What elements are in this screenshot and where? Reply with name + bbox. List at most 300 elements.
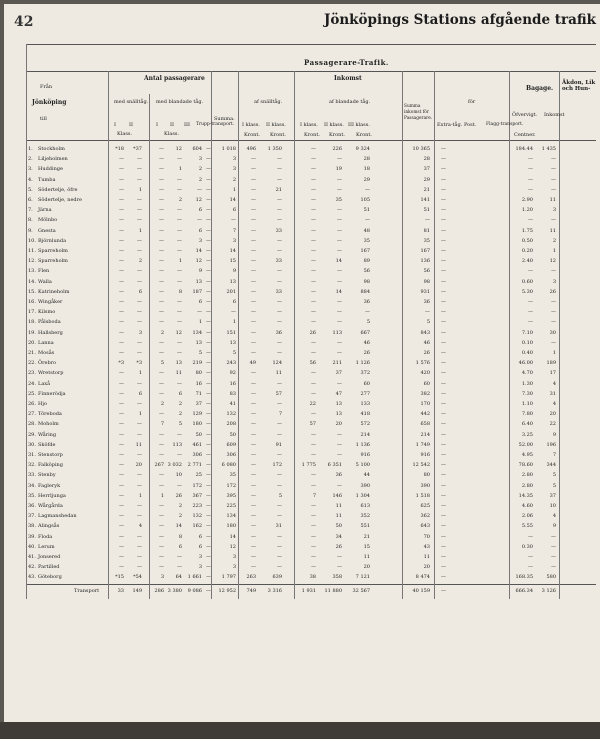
cell-f: —: [206, 197, 211, 203]
cell-b: —: [137, 503, 142, 509]
cell-k: 56: [363, 268, 370, 275]
cell-f: —: [206, 329, 211, 336]
cell-a: —: [119, 513, 124, 520]
cell-d: —: [177, 227, 182, 234]
row-number: 34.: [28, 482, 36, 489]
cell-i: —: [311, 452, 316, 458]
cell-l: 10 365: [412, 146, 430, 152]
cell-e: 6: [198, 207, 202, 214]
table-row: [4, 329, 600, 339]
row-number: 35.: [28, 492, 36, 499]
cell-o: 22: [549, 421, 556, 428]
cell-h: 172: [272, 462, 282, 469]
cell-m: —: [441, 523, 446, 530]
col-bagage-inkomst: Inkomst: [544, 112, 565, 118]
cell-g: —: [251, 370, 256, 377]
cell-j: 6 351: [327, 462, 342, 469]
cell-n: 5.55: [521, 523, 533, 530]
cell-k: 28: [363, 156, 370, 163]
cell-l: 1 576: [415, 360, 430, 367]
station-name: Alingsås: [38, 523, 60, 530]
cell-j: 50: [335, 523, 342, 530]
cell-g: —: [251, 564, 256, 571]
cell-s: 243: [226, 360, 236, 367]
cell-k: 9 324: [355, 146, 370, 152]
col-med-snalltag: med snälltåg.: [114, 99, 149, 105]
cell-l: 46: [423, 339, 430, 346]
cell-b: 3: [138, 329, 142, 336]
cell-a: *18: [115, 146, 124, 152]
cell-f: —: [206, 258, 211, 265]
cell-i: —: [311, 543, 316, 550]
cell-n: —: [528, 319, 533, 326]
cell-c: —: [159, 299, 164, 305]
cell-h: 7: [278, 411, 282, 418]
cell-j: 11: [335, 503, 342, 509]
cell-e: 16: [195, 380, 202, 387]
cell-o: 37: [549, 492, 556, 499]
station-name: Stockholm: [38, 146, 65, 152]
cell-b: 2: [138, 258, 142, 265]
cell-f: —: [206, 309, 211, 316]
cell-o: —: [551, 166, 556, 173]
cell-o: —: [551, 543, 556, 550]
cell-k: 98: [363, 278, 370, 285]
cell-e: 2 771: [187, 462, 202, 469]
cell-k: 884: [360, 288, 370, 295]
cell-a: —: [119, 299, 124, 305]
cell-d: —: [177, 482, 182, 489]
station-name: Hallsberg: [38, 329, 63, 336]
cell-k: 277: [360, 390, 370, 397]
cell-e: 134: [192, 329, 202, 336]
col-med-blandade: med blandade tåg.: [156, 99, 204, 105]
table-row: [4, 431, 600, 441]
cell-d: —: [177, 156, 182, 163]
table-row: [4, 502, 600, 512]
cell-e: 1 661: [187, 574, 202, 581]
cell-s: 3: [232, 564, 236, 571]
cell-b: —: [137, 237, 142, 244]
cell-b: —: [137, 339, 142, 346]
cell-l: 8 474: [415, 574, 430, 581]
cell-g: —: [251, 462, 256, 469]
cell-c: 5: [160, 360, 164, 367]
station-name: Falköping: [38, 462, 63, 469]
cell-g: —: [251, 543, 256, 550]
table-row: [4, 298, 600, 308]
row-number: 33.: [28, 472, 36, 479]
cell-a: —: [119, 248, 124, 254]
cell-d: —: [177, 309, 182, 316]
table-row: [4, 145, 600, 155]
cell-s: 180: [226, 523, 236, 530]
cell-m: —: [441, 360, 446, 367]
cell-k: 390: [360, 482, 370, 489]
cell-b: 1: [138, 411, 142, 418]
cell-a: —: [119, 564, 124, 571]
cell-g: —: [251, 339, 256, 346]
cell-h: —: [277, 503, 282, 509]
cell-o: 196: [546, 441, 556, 448]
cell-a: —: [119, 523, 124, 530]
station-name: Pålsboda: [38, 319, 61, 326]
cell-b: —: [137, 278, 142, 285]
cell-e: 6: [198, 299, 202, 305]
cell-f: —: [206, 268, 211, 275]
cell-m: —: [441, 533, 446, 540]
cell-h: 57: [275, 390, 282, 397]
station-name: Mosås: [38, 350, 55, 356]
cell-g: —: [251, 380, 256, 387]
cell-k: 15: [363, 543, 370, 550]
cell-k: 1 136: [355, 441, 370, 448]
cell-m: —: [441, 380, 446, 387]
table-row: [4, 308, 600, 318]
cell-j: —: [337, 268, 342, 275]
cell-i: —: [311, 217, 316, 224]
cell-k: 48: [363, 227, 370, 234]
cell-j: 14: [335, 258, 342, 265]
col-till: till: [40, 116, 47, 122]
cell-k: 51: [363, 207, 370, 214]
cell-f: —: [206, 278, 211, 285]
col-for: för: [468, 99, 476, 105]
cell-l: —: [425, 217, 430, 224]
station-name: Kilsmo: [38, 309, 56, 316]
cell-m: —: [441, 248, 446, 254]
cell-m: —: [441, 278, 446, 285]
cell-i: 26: [309, 329, 316, 336]
cell-l: 625: [420, 503, 430, 509]
col-klass-3: III: [184, 122, 190, 128]
cell-j: 113: [332, 329, 342, 336]
cell-o: 1: [552, 350, 556, 356]
cell-n: —: [528, 176, 533, 183]
cell-k: 105: [360, 197, 370, 203]
cell-h: —: [277, 339, 282, 346]
cell-s: 395: [226, 492, 236, 499]
cell-g: 263: [246, 574, 256, 581]
cell-s: 3: [232, 156, 236, 163]
cell-k: 372: [360, 370, 370, 377]
cell-l: 420: [420, 370, 430, 377]
cell-o: 4: [552, 513, 556, 520]
station-name: Lagmanshedan: [38, 513, 77, 520]
cell-f: —: [206, 503, 211, 509]
cell-a: —: [119, 350, 124, 356]
row-number: 16.: [28, 299, 36, 305]
cell-n: 1.20: [521, 207, 533, 214]
cell-h: —: [277, 309, 282, 316]
col-af-snalltag: af snälltåg.: [254, 99, 283, 105]
cell-l: 21: [423, 186, 430, 193]
cell-n: 5.30: [521, 288, 533, 295]
cell-j: —: [337, 176, 342, 183]
cell-o: 17: [549, 370, 556, 377]
transport-g: 749: [246, 588, 256, 594]
cell-l: 1 749: [415, 441, 430, 448]
row-number: 31.: [28, 452, 36, 458]
cell-k: 167: [360, 248, 370, 254]
cell-s: —: [231, 217, 236, 224]
cell-i: —: [311, 533, 316, 540]
cell-i: —: [311, 288, 316, 295]
cell-l: 11: [423, 554, 430, 560]
cell-d: 26: [175, 492, 182, 499]
cell-e: 223: [192, 503, 202, 509]
cell-i: —: [311, 411, 316, 418]
cell-s: 83: [229, 390, 236, 397]
cell-a: *15: [115, 574, 124, 581]
cell-d: 64: [175, 574, 182, 581]
cell-b: 6: [138, 390, 142, 397]
cell-b: 11: [135, 441, 142, 448]
cell-j: 20: [335, 421, 342, 428]
station-name: Örebro: [38, 360, 57, 367]
cell-m: —: [441, 268, 446, 275]
cell-g: —: [251, 166, 256, 173]
cell-f: —: [206, 248, 211, 254]
cell-h: 1 350: [267, 146, 282, 152]
cell-d: —: [177, 350, 182, 356]
table-row: [4, 186, 600, 196]
cell-c: —: [159, 452, 164, 458]
col-inkomst: Inkomst: [334, 75, 362, 82]
cell-f: —: [206, 431, 211, 438]
cell-i: —: [311, 146, 316, 152]
cell-i: —: [311, 227, 316, 234]
cell-d: 1: [178, 166, 182, 173]
row-number: 5.: [28, 186, 33, 193]
col-kront-3: Kront.: [304, 132, 320, 138]
cell-f: —: [206, 482, 211, 489]
cell-i: —: [311, 258, 316, 265]
cell-m: —: [441, 482, 446, 489]
cell-e: 2: [198, 176, 202, 183]
cell-m: —: [441, 197, 446, 203]
cell-n: 3.25: [521, 431, 533, 438]
cell-j: —: [337, 350, 342, 356]
col-bagage: Bagage.: [526, 85, 554, 92]
cell-l: 26: [423, 350, 430, 356]
row-number: 27.: [28, 411, 36, 418]
cell-h: —: [277, 217, 282, 224]
cell-o: 20: [549, 411, 556, 418]
cell-i: —: [311, 370, 316, 377]
cell-l: 20: [423, 564, 430, 571]
station-name: Gnesta: [38, 227, 56, 234]
cell-j: —: [337, 482, 342, 489]
cell-l: 29: [423, 176, 430, 183]
col-ii-klass-b: II klass.: [324, 122, 344, 128]
cell-a: —: [119, 207, 124, 214]
cell-i: —: [311, 319, 316, 326]
cell-o: —: [551, 339, 556, 346]
cell-o: 4: [552, 401, 556, 407]
cell-k: 572: [360, 421, 370, 428]
cell-f: —: [206, 421, 211, 428]
row-number: 15.: [28, 288, 36, 295]
cell-a: —: [119, 176, 124, 183]
cell-j: 26: [335, 543, 342, 550]
cell-a: —: [119, 186, 124, 193]
cell-h: 124: [272, 360, 282, 367]
cell-l: 442: [420, 411, 430, 418]
cell-a: —: [119, 554, 124, 560]
cell-c: —: [159, 288, 164, 295]
cell-k: 60: [363, 380, 370, 387]
cell-m: —: [441, 543, 446, 550]
col-af-blandade: af blandade tåg.: [329, 99, 371, 105]
table-row: [4, 390, 600, 400]
cell-s: 41: [229, 401, 236, 407]
cell-j: —: [337, 380, 342, 387]
cell-n: 7.80: [521, 411, 533, 418]
cell-f: —: [206, 288, 211, 295]
row-number: 38.: [28, 523, 36, 530]
cell-g: —: [251, 288, 256, 295]
cell-g: —: [251, 533, 256, 540]
table-row: [4, 482, 600, 492]
cell-s: 9: [232, 268, 236, 275]
cell-j: —: [337, 441, 342, 448]
cell-l: 167: [420, 248, 430, 254]
cell-f: —: [206, 492, 211, 499]
transport-n: 666.34: [515, 588, 533, 594]
cell-g: —: [251, 309, 256, 316]
cell-l: 81: [423, 227, 430, 234]
cell-i: —: [311, 390, 316, 397]
cell-h: —: [277, 319, 282, 326]
cell-i: —: [311, 248, 316, 254]
cell-j: —: [337, 186, 342, 193]
cell-s: 6: [232, 207, 236, 214]
cell-f: —: [206, 441, 211, 448]
cell-f: —: [206, 452, 211, 458]
table-row: [4, 522, 600, 532]
cell-e: 14: [195, 248, 202, 254]
cell-e: 25: [195, 472, 202, 479]
row-number: 7.: [28, 207, 33, 214]
cell-n: —: [528, 554, 533, 560]
cell-d: 8: [178, 533, 182, 540]
cell-g: —: [251, 156, 256, 163]
cell-m: —: [441, 156, 446, 163]
cell-e: 129: [192, 411, 202, 418]
cell-i: —: [311, 176, 316, 183]
transport-f: —: [206, 588, 211, 594]
cell-d: 113: [172, 441, 182, 448]
station-name: Lanna: [38, 339, 54, 346]
cell-b: 6: [138, 288, 142, 295]
cell-c: —: [159, 186, 164, 193]
cell-i: —: [311, 166, 316, 173]
cell-c: —: [159, 176, 164, 183]
cell-h: 639: [272, 574, 282, 581]
cell-s: 208: [226, 421, 236, 428]
station-name: Moholm: [38, 421, 59, 428]
cell-b: —: [137, 268, 142, 275]
cell-l: —: [425, 309, 430, 316]
table-row: [4, 471, 600, 481]
table-row: [4, 400, 600, 410]
cell-j: 211: [332, 360, 342, 367]
cell-f: —: [206, 543, 211, 550]
col-klass-word: Klass.: [117, 131, 133, 137]
cell-m: —: [441, 421, 446, 428]
cell-f: —: [206, 380, 211, 387]
cell-a: —: [119, 390, 124, 397]
transport-j: 11 880: [324, 588, 342, 594]
cell-m: —: [441, 370, 446, 377]
cell-l: 28: [423, 156, 430, 163]
cell-m: —: [441, 462, 446, 469]
cell-e: 37: [195, 401, 202, 407]
cell-c: —: [159, 472, 164, 479]
cell-h: —: [277, 513, 282, 520]
cell-g: —: [251, 176, 256, 183]
cell-n: —: [528, 309, 533, 316]
cell-c: —: [159, 523, 164, 530]
cell-n: —: [528, 156, 533, 163]
cell-m: —: [441, 554, 446, 560]
cell-o: —: [551, 554, 556, 560]
cell-k: 21: [363, 533, 370, 540]
cell-o: 189: [546, 360, 556, 367]
cell-b: —: [137, 248, 142, 254]
cell-k: 5: [366, 319, 370, 326]
cell-b: —: [137, 452, 142, 458]
cell-g: —: [251, 207, 256, 214]
cell-b: —: [137, 472, 142, 479]
cell-o: 1 435: [541, 146, 556, 152]
col-klass-1b: I: [156, 122, 158, 128]
row-number: 1.: [28, 146, 33, 152]
cell-b: —: [137, 197, 142, 203]
cell-b: —: [137, 176, 142, 183]
cell-k: 20: [363, 564, 370, 571]
cell-f: —: [206, 146, 211, 152]
cell-o: —: [551, 176, 556, 183]
cell-a: —: [119, 462, 124, 469]
cell-n: 7.10: [521, 329, 533, 336]
cell-l: 35: [423, 237, 430, 244]
cell-k: —: [365, 217, 370, 224]
cell-e: 12: [195, 197, 202, 203]
col-kront-2: Kront.: [270, 132, 286, 138]
row-number: 40.: [28, 543, 36, 550]
cell-n: —: [528, 166, 533, 173]
cell-c: 7: [160, 421, 164, 428]
cell-f: —: [206, 574, 211, 581]
cell-e: 461: [192, 441, 202, 448]
table-row: [4, 380, 600, 390]
cell-m: —: [441, 564, 446, 571]
cell-n: 78.60: [518, 462, 533, 469]
cell-n: 0.40: [521, 350, 533, 356]
cell-d: 2: [178, 513, 182, 520]
station-name: Wårgårda: [38, 503, 63, 509]
cell-a: —: [119, 543, 124, 550]
cell-l: 1 518: [415, 492, 430, 499]
cell-k: 26: [363, 350, 370, 356]
cell-a: —: [119, 166, 124, 173]
cell-l: 12 542: [412, 462, 430, 469]
cell-k: 29: [363, 176, 370, 183]
cell-a: —: [119, 370, 124, 377]
cell-n: 52.00: [518, 441, 533, 448]
